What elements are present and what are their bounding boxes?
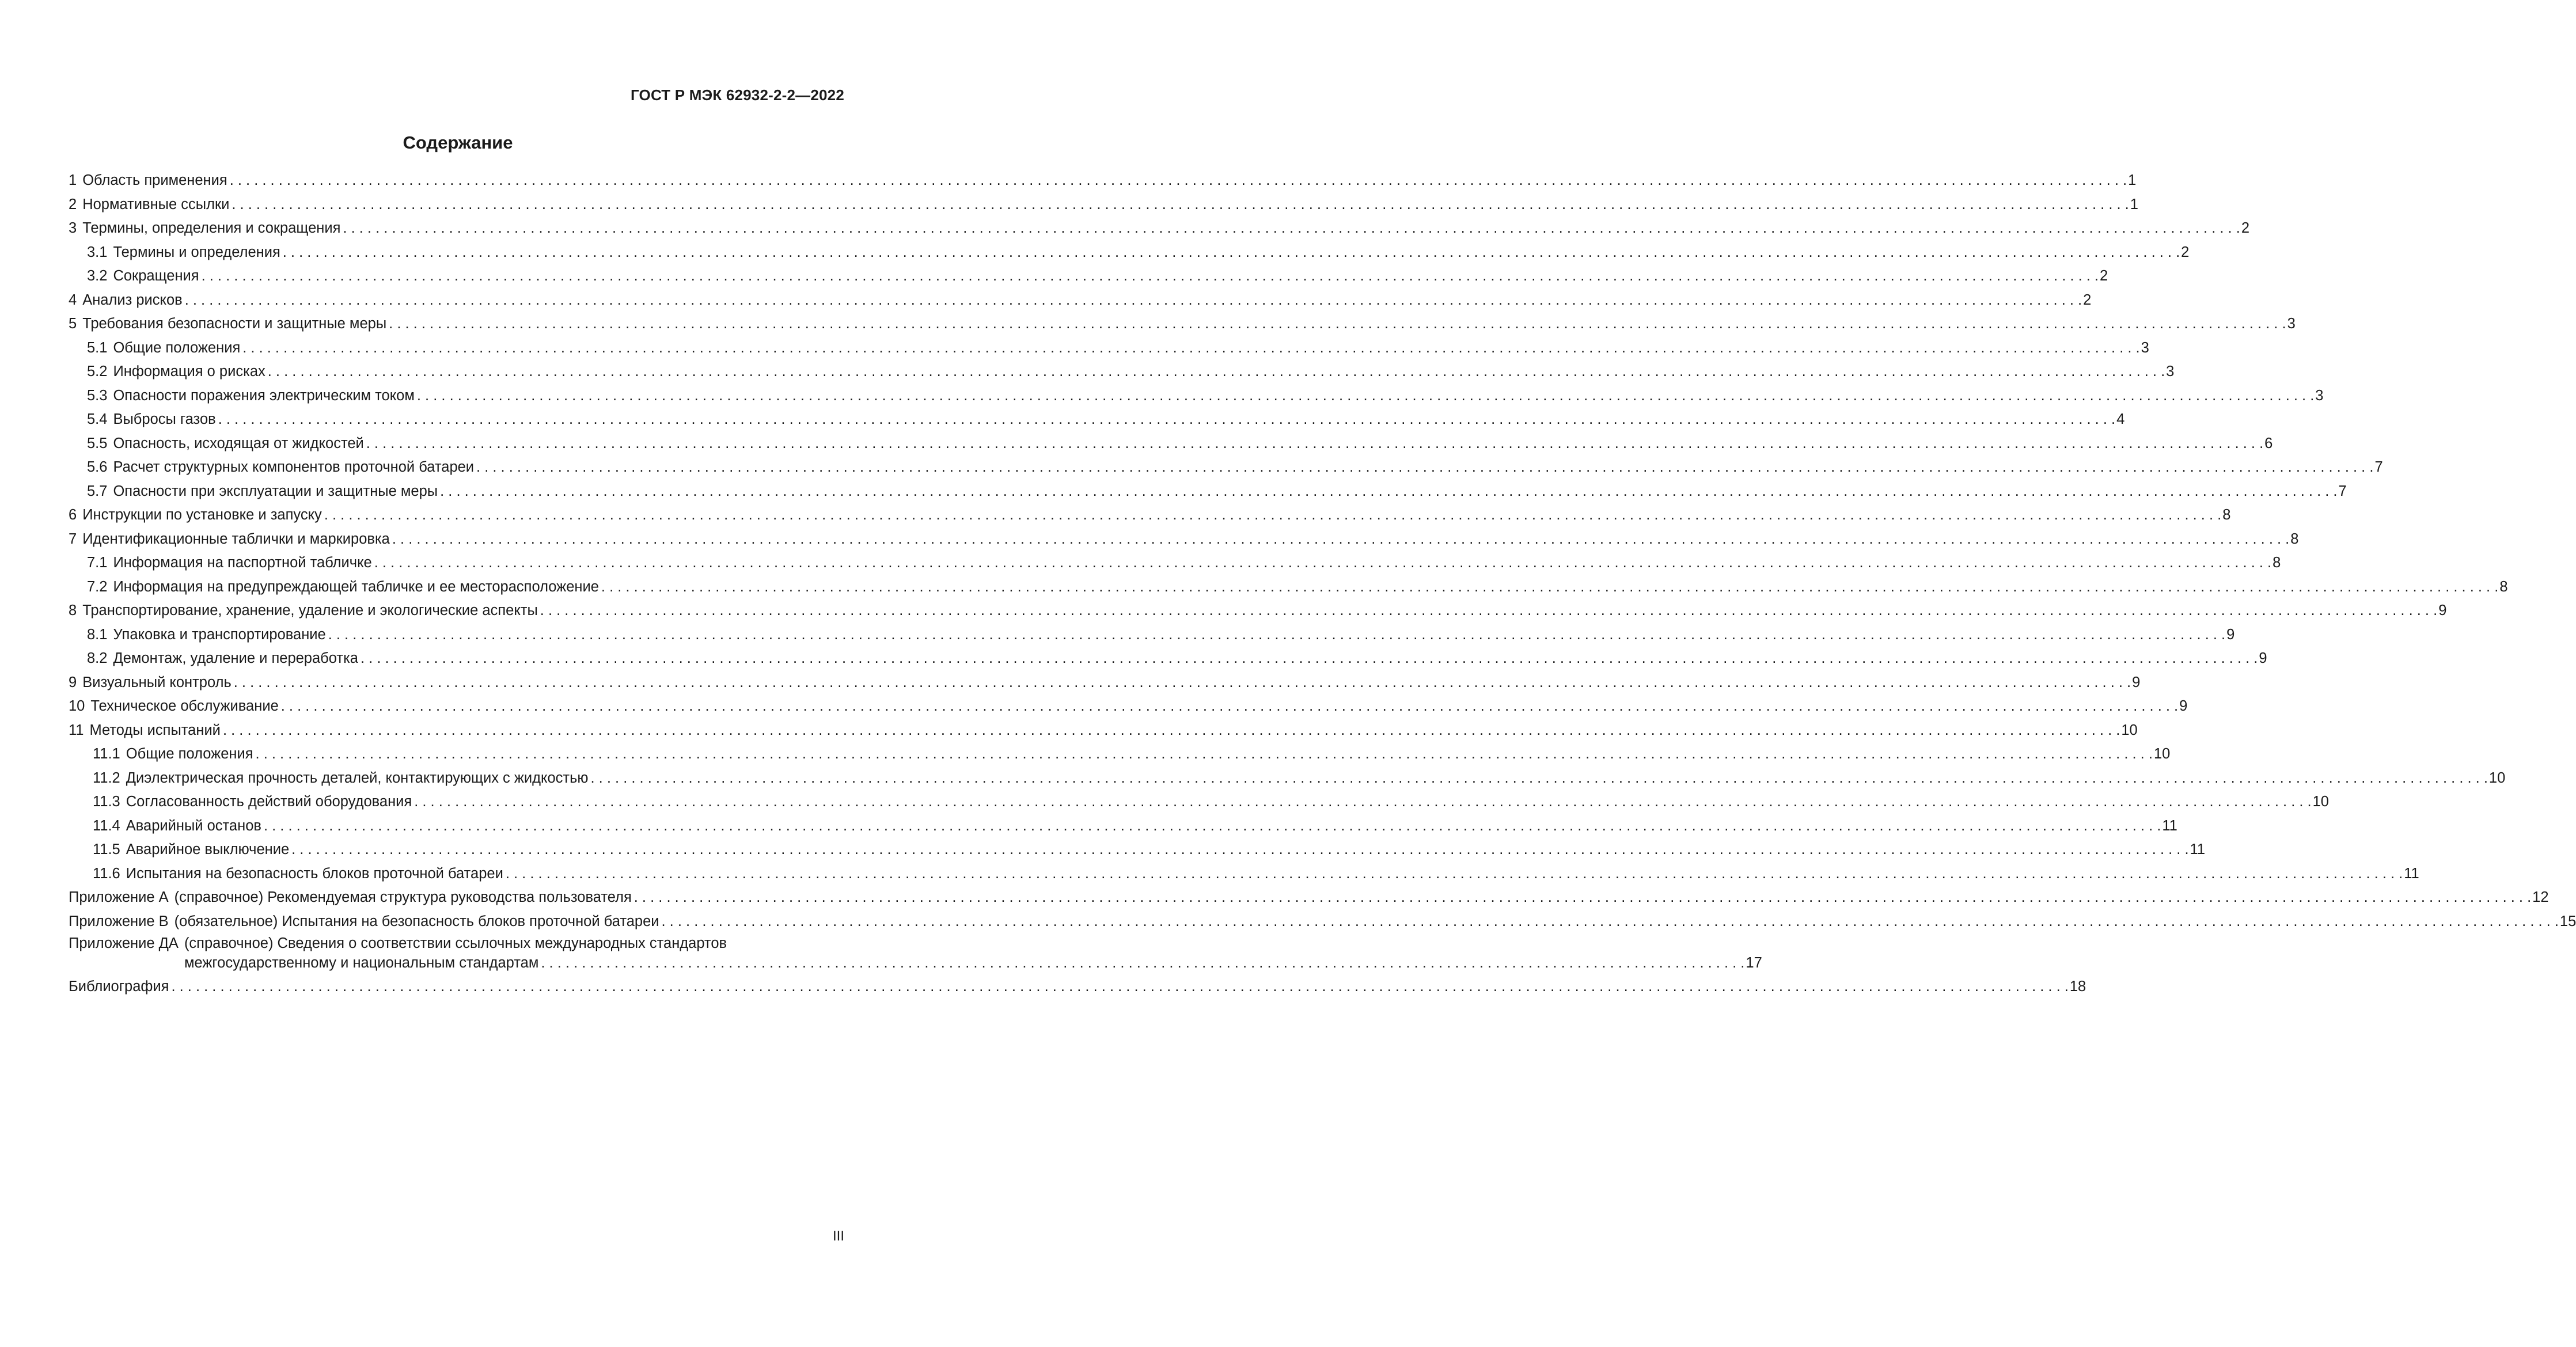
toc-entry-title: Инструкции по установке и запуску <box>82 507 322 523</box>
toc-entry-number: 2 <box>69 196 77 213</box>
toc-entry[interactable] <box>69 384 2324 408</box>
dot-leader <box>283 241 2180 265</box>
toc-entry-title: Библиография <box>69 978 169 995</box>
toc-entry-title: Сокращения <box>113 268 199 284</box>
dot-leader <box>185 289 2082 313</box>
toc-entry-title: Анализ рисков <box>82 291 183 308</box>
toc-entry-number: Приложение В <box>69 913 169 929</box>
toc-entry-title: Аварийное выключение <box>126 841 290 857</box>
dot-leader <box>223 719 2120 743</box>
toc-entry[interactable] <box>69 408 2125 432</box>
toc-entry-number: 11.4 <box>93 817 120 834</box>
toc-entry-page: 9 <box>2259 650 2267 666</box>
toc-entry-page: 11 <box>2190 841 2206 857</box>
toc-entry-page: 1 <box>2130 196 2138 213</box>
toc-entry-title: Область применения <box>82 172 227 188</box>
dot-leader <box>171 975 2068 999</box>
toc-entry-number: 5.7 <box>87 483 108 499</box>
toc-entry-title: Опасность, исходящая от жидкостей <box>113 435 364 451</box>
toc-entry-title: Визуальный контроль <box>82 674 232 690</box>
toc-entry-title: Транспортирование, хранение, удаление и экологические аспекты <box>82 602 538 619</box>
toc-entry-page: 18 <box>2069 978 2086 995</box>
toc-entry[interactable] <box>69 456 2383 480</box>
dot-leader <box>476 456 2373 480</box>
toc-entry-number: 3.1 <box>87 244 108 260</box>
toc-entry-title: Информация на паспортной табличке <box>113 555 372 571</box>
toc-entry-bibliography[interactable] <box>69 975 2086 999</box>
dot-leader <box>417 384 2314 408</box>
toc-entry[interactable] <box>69 432 2273 456</box>
toc-entry-page: 2 <box>2241 220 2250 236</box>
toc-entry[interactable] <box>69 169 2137 193</box>
dot-leader <box>268 360 2165 384</box>
toc-entry[interactable] <box>69 790 2329 814</box>
toc-entry-title: Нормативные ссылки <box>82 196 230 213</box>
toc-entry-number: 8.2 <box>87 650 108 666</box>
toc-entry-title: (обязательное) Испытания на безопасность блоков проточной батареи <box>174 913 659 929</box>
dot-leader <box>328 623 2225 647</box>
toc-title: Содержание <box>403 132 513 153</box>
toc-entry-page: 10 <box>2488 769 2506 786</box>
toc-entry-number: 11.1 <box>93 746 120 762</box>
toc-entry[interactable] <box>69 695 2188 719</box>
toc-entry[interactable] <box>69 241 2190 265</box>
toc-entry-number: 3.2 <box>87 268 108 284</box>
dot-leader <box>324 503 2221 528</box>
toc-entry[interactable] <box>69 551 2281 575</box>
toc-entry[interactable] <box>69 264 2108 289</box>
toc-entry-number: 11.2 <box>93 769 120 786</box>
dot-leader <box>291 838 2188 862</box>
toc-entry[interactable] <box>69 312 2296 336</box>
toc-entry-title: Термины и определения <box>113 244 280 260</box>
toc-entry-title: Информация на предупреждающей табличке и ее месторасположение <box>113 578 599 595</box>
toc-entry[interactable] <box>69 480 2347 504</box>
toc-entry[interactable] <box>69 814 2177 838</box>
toc-entry-page: 8 <box>2290 530 2299 547</box>
dot-leader <box>256 742 2153 767</box>
dot-leader <box>541 953 1744 973</box>
dot-leader <box>440 480 2337 504</box>
toc-entry-page: 11 <box>2404 865 2419 882</box>
toc-entry[interactable] <box>69 838 2206 862</box>
toc-entry-number: 6 <box>69 507 77 523</box>
toc-entry-page: 9 <box>2179 698 2188 714</box>
toc-entry-title: Диэлектрическая прочность деталей, контактирующих с жидкостью <box>126 769 589 786</box>
toc-entry-number: 8.1 <box>87 626 108 643</box>
toc-entry-number: 5 <box>69 316 77 332</box>
toc-entry-number: 5.1 <box>87 339 108 356</box>
toc-entry[interactable] <box>69 647 2267 671</box>
dot-leader <box>218 408 2115 432</box>
toc-entry-number: 9 <box>69 674 77 690</box>
toc-entry-number: 1 <box>69 172 77 188</box>
toc-entry-number: 3 <box>69 220 77 236</box>
toc-entry[interactable] <box>69 910 2576 934</box>
toc-entry-number: 5.4 <box>87 411 108 427</box>
toc-entry-page: 11 <box>2162 817 2177 834</box>
toc-entry-title: Идентификационные таблички и маркировка <box>82 530 390 547</box>
toc-entry-number: 11 <box>69 722 84 738</box>
toc-entry-title: Общие положения <box>113 339 241 356</box>
dot-leader <box>343 217 2240 241</box>
toc-entry[interactable] <box>69 862 2419 886</box>
toc-entry-title: Аварийный останов <box>126 817 261 834</box>
dot-leader <box>540 599 2437 623</box>
toc-entry[interactable] <box>69 528 2299 552</box>
toc-entry-number: 8 <box>69 602 77 619</box>
dot-leader <box>591 767 2488 791</box>
toc-entry-title: Методы испытаний <box>89 722 221 738</box>
table-of-contents <box>69 169 2576 999</box>
toc-entry[interactable] <box>69 336 2149 361</box>
toc-entry[interactable] <box>69 575 2508 599</box>
page-number: III <box>832 1228 844 1244</box>
toc-entry-number: 5.5 <box>87 435 108 451</box>
toc-entry-page: 8 <box>2499 578 2508 595</box>
toc-entry[interactable] <box>69 503 2231 528</box>
toc-entry-page: 2 <box>2100 268 2108 284</box>
toc-entry-title: Техническое обслуживание <box>90 698 279 714</box>
toc-entry-page: 3 <box>2166 363 2175 380</box>
toc-entry-page: 12 <box>2532 889 2549 905</box>
toc-entry-page: 2 <box>2181 244 2190 260</box>
toc-entry-page: 3 <box>2141 339 2149 356</box>
toc-entry-page: 15 <box>2559 913 2576 929</box>
toc-entry[interactable] <box>69 599 2447 623</box>
toc-entry[interactable] <box>69 767 2506 791</box>
toc-entry[interactable] <box>69 217 2250 241</box>
toc-entry-number: Приложение ДА <box>69 935 179 951</box>
toc-entry-page: 8 <box>2222 507 2231 523</box>
toc-entry-page: 1 <box>2128 172 2137 188</box>
toc-entry-page: 3 <box>2287 316 2296 332</box>
toc-entry-number: 5.3 <box>87 387 108 404</box>
dot-leader <box>202 264 2099 289</box>
toc-entry-number: 5.6 <box>87 459 108 475</box>
toc-entry-number: 7.1 <box>87 555 108 571</box>
dot-leader <box>634 886 2531 910</box>
toc-entry-title: Общие положения <box>126 746 253 762</box>
toc-entry[interactable] <box>69 623 2235 647</box>
toc-entry-title-line1: (справочное) Сведения о соответствии ссылочных международных стандартов <box>184 935 727 951</box>
document-code: ГОСТ Р МЭК 62932-2-2—2022 <box>630 86 844 104</box>
toc-entry-page: 10 <box>2153 746 2171 762</box>
dot-leader <box>389 312 2286 336</box>
toc-entry-page: 9 <box>2132 674 2141 690</box>
toc-entry-page: 8 <box>2273 555 2281 571</box>
toc-entry[interactable] <box>69 289 2092 313</box>
toc-entry-number: 11.6 <box>93 865 120 882</box>
dot-leader <box>264 814 2161 838</box>
toc-entry-title-line2: межгосударственному и национальным стандартам <box>184 955 539 971</box>
toc-entry-page: 10 <box>2121 722 2138 738</box>
toc-entry-page: 2 <box>2083 291 2092 308</box>
toc-entry-number: Приложение А <box>69 889 169 905</box>
dot-leader <box>281 695 2178 719</box>
dot-leader <box>392 528 2289 552</box>
toc-entry-title: (справочное) Рекомендуемая структура руководства пользователя <box>174 889 632 905</box>
toc-entry-appendix-da[interactable] <box>69 934 1762 975</box>
toc-entry-title: Термины, определения и сокращения <box>82 220 341 236</box>
toc-entry-number: 10 <box>69 698 85 714</box>
dot-leader <box>414 790 2311 814</box>
toc-entry-number: 11.5 <box>93 841 120 857</box>
dot-leader <box>366 432 2263 456</box>
toc-entry-title: Испытания на безопасность блоков проточной батареи <box>126 865 503 882</box>
toc-entry-title: Опасности при эксплуатации и защитные меры <box>113 483 438 499</box>
dot-leader <box>662 910 2559 934</box>
toc-entry-title: Демонтаж, удаление и переработка <box>113 650 358 666</box>
toc-entry-page: 6 <box>2264 435 2273 451</box>
toc-entry-title: Выбросы газов <box>113 411 216 427</box>
toc-entry-page: 10 <box>2312 794 2329 810</box>
toc-entry[interactable] <box>69 671 2141 695</box>
toc-entry-number: 7 <box>69 530 77 547</box>
dot-leader <box>234 671 2131 695</box>
toc-entry-number: 4 <box>69 291 77 308</box>
dot-leader <box>601 575 2498 599</box>
toc-entry-page: 9 <box>2438 602 2447 619</box>
toc-entry-number: 5.2 <box>87 363 108 380</box>
toc-entry-page: 7 <box>2338 483 2347 499</box>
toc-entry-page: 7 <box>2374 459 2383 475</box>
dot-leader <box>361 647 2258 671</box>
toc-entry-title: Расчет структурных компонентов проточной батареи <box>113 459 475 475</box>
toc-entry[interactable] <box>69 360 2175 384</box>
dot-leader <box>242 336 2139 361</box>
toc-entry[interactable] <box>69 193 2138 217</box>
toc-entry-page: 4 <box>2116 411 2125 427</box>
dot-leader <box>232 193 2129 217</box>
toc-entry-page: 3 <box>2315 387 2324 404</box>
dot-leader <box>506 862 2403 886</box>
toc-entry-number: 7.2 <box>87 578 108 595</box>
toc-entry[interactable] <box>69 719 2138 743</box>
toc-entry-title: Упаковка и транспортирование <box>113 626 326 643</box>
toc-entry-title: Требования безопасности и защитные меры <box>82 316 387 332</box>
toc-entry-title: Опасности поражения электрическим током <box>113 387 415 404</box>
toc-entry[interactable] <box>69 886 2549 910</box>
toc-entry[interactable] <box>69 742 2171 767</box>
dot-leader <box>230 169 2127 193</box>
dot-leader <box>374 551 2271 575</box>
toc-entry-title: Информация о рисках <box>113 363 265 380</box>
toc-entry-number: 11.3 <box>93 794 120 810</box>
toc-entry-title: Согласованность действий оборудования <box>126 794 412 810</box>
toc-entry-page: 9 <box>2226 626 2235 643</box>
toc-entry-page: 17 <box>1746 955 1762 971</box>
